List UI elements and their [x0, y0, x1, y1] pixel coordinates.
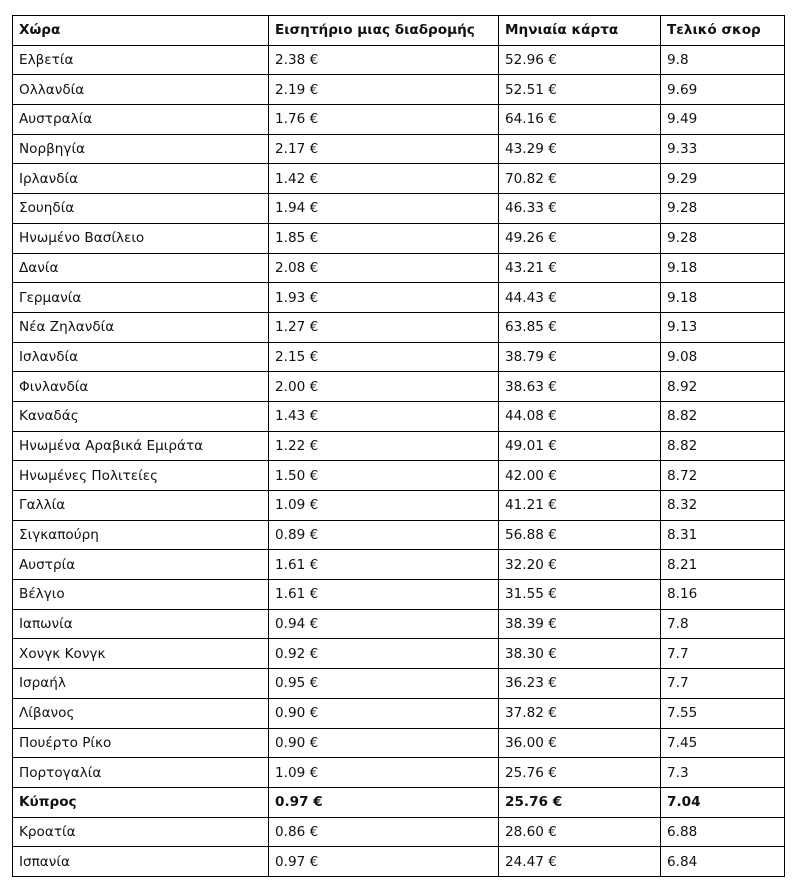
cell-final-score: 7.7: [661, 639, 785, 669]
cell-monthly-pass: 44.08 €: [499, 401, 661, 431]
cell-country: Δανία: [13, 253, 269, 283]
cell-single-ticket: 1.76 €: [269, 105, 499, 135]
table-row: [13, 164, 785, 194]
cell-monthly-pass: 24.47 €: [499, 847, 661, 877]
cell-single-ticket: 1.09 €: [269, 758, 499, 788]
cell-country: Λίβανος: [13, 698, 269, 728]
table-row: [13, 342, 785, 372]
cell-country: Ισραήλ: [13, 669, 269, 699]
cell-country: Ισλανδία: [13, 342, 269, 372]
cell-final-score: 9.29: [661, 164, 785, 194]
cell-final-score: 7.8: [661, 609, 785, 639]
header-single-ticket: Εισητήριο μιας διαδρομής: [269, 16, 499, 46]
transport-cost-table: [12, 15, 785, 877]
cell-final-score: 7.45: [661, 728, 785, 758]
table-row: [13, 520, 785, 550]
cell-final-score: 9.08: [661, 342, 785, 372]
cell-single-ticket: 1.22 €: [269, 431, 499, 461]
cell-final-score: 9.18: [661, 253, 785, 283]
table-row: [13, 401, 785, 431]
header-final-score: Τελικό σκορ: [661, 16, 785, 46]
header-monthly-pass: Μηνιαία κάρτα: [499, 16, 661, 46]
cell-country: Σιγκαπούρη: [13, 520, 269, 550]
cell-country: Ισπανία: [13, 847, 269, 877]
cell-monthly-pass: 38.39 €: [499, 609, 661, 639]
cell-single-ticket: 1.94 €: [269, 194, 499, 224]
cell-single-ticket: 0.94 €: [269, 609, 499, 639]
cell-monthly-pass: 63.85 €: [499, 312, 661, 342]
cell-final-score: 8.92: [661, 372, 785, 402]
cell-single-ticket: 1.42 €: [269, 164, 499, 194]
table-row: [13, 253, 785, 283]
table-row: [13, 758, 785, 788]
table-row: [13, 134, 785, 164]
table-row: [13, 639, 785, 669]
cell-country: Ολλανδία: [13, 75, 269, 105]
cell-monthly-pass: 28.60 €: [499, 817, 661, 847]
cell-monthly-pass: 38.79 €: [499, 342, 661, 372]
table-row: [13, 194, 785, 224]
header-country: Χώρα: [13, 16, 269, 46]
cell-country: Χονγκ Κονγκ: [13, 639, 269, 669]
cell-country: Φινλανδία: [13, 372, 269, 402]
cell-single-ticket: 1.09 €: [269, 491, 499, 521]
cell-monthly-pass: 41.21 €: [499, 491, 661, 521]
header-row: [13, 16, 785, 46]
cell-final-score: 7.55: [661, 698, 785, 728]
cell-single-ticket: 0.90 €: [269, 698, 499, 728]
table-row: [13, 550, 785, 580]
table-row: [13, 312, 785, 342]
table-row: [13, 669, 785, 699]
table-body: [13, 45, 785, 876]
table-row: [13, 787, 785, 817]
cell-country: Νορβηγία: [13, 134, 269, 164]
cell-country: Πορτογαλία: [13, 758, 269, 788]
cell-monthly-pass: 43.29 €: [499, 134, 661, 164]
cell-monthly-pass: 44.43 €: [499, 283, 661, 313]
table-row: [13, 431, 785, 461]
cell-final-score: 8.82: [661, 431, 785, 461]
table-row: [13, 223, 785, 253]
cell-single-ticket: 1.93 €: [269, 283, 499, 313]
table-row: [13, 105, 785, 135]
table-row: [13, 45, 785, 75]
cell-final-score: 9.69: [661, 75, 785, 105]
cell-monthly-pass: 25.76 €: [499, 758, 661, 788]
cell-final-score: 9.28: [661, 194, 785, 224]
cell-single-ticket: 2.15 €: [269, 342, 499, 372]
cell-single-ticket: 0.90 €: [269, 728, 499, 758]
cell-final-score: 8.21: [661, 550, 785, 580]
cell-monthly-pass: 31.55 €: [499, 580, 661, 610]
cell-final-score: 7.7: [661, 669, 785, 699]
cell-single-ticket: 2.19 €: [269, 75, 499, 105]
cell-single-ticket: 1.43 €: [269, 401, 499, 431]
cell-monthly-pass: 25.76 €: [499, 787, 661, 817]
cell-final-score: 8.31: [661, 520, 785, 550]
table-header: [13, 16, 785, 46]
cell-country: Ηνωμένα Αραβικά Εμιράτα: [13, 431, 269, 461]
cell-country: Αυστρία: [13, 550, 269, 580]
cell-monthly-pass: 64.16 €: [499, 105, 661, 135]
table-row: [13, 283, 785, 313]
table-row: [13, 728, 785, 758]
cell-final-score: 9.13: [661, 312, 785, 342]
cell-single-ticket: 1.50 €: [269, 461, 499, 491]
cell-final-score: 6.88: [661, 817, 785, 847]
cell-monthly-pass: 36.23 €: [499, 669, 661, 699]
cell-country: Κύπρος: [13, 787, 269, 817]
cell-country: Νέα Ζηλανδία: [13, 312, 269, 342]
cell-final-score: 9.49: [661, 105, 785, 135]
table-row: [13, 75, 785, 105]
cell-final-score: 9.18: [661, 283, 785, 313]
cell-country: Πουέρτο Ρίκο: [13, 728, 269, 758]
cell-final-score: 9.28: [661, 223, 785, 253]
cell-single-ticket: 2.08 €: [269, 253, 499, 283]
cell-single-ticket: 1.85 €: [269, 223, 499, 253]
cell-final-score: 9.8: [661, 45, 785, 75]
cell-single-ticket: 2.17 €: [269, 134, 499, 164]
cell-monthly-pass: 49.01 €: [499, 431, 661, 461]
cell-single-ticket: 1.27 €: [269, 312, 499, 342]
cell-single-ticket: 0.97 €: [269, 787, 499, 817]
cell-country: Κροατία: [13, 817, 269, 847]
cell-final-score: 8.32: [661, 491, 785, 521]
cell-final-score: 7.04: [661, 787, 785, 817]
cell-country: Ελβετία: [13, 45, 269, 75]
cell-monthly-pass: 42.00 €: [499, 461, 661, 491]
cell-country: Γαλλία: [13, 491, 269, 521]
table-row: [13, 580, 785, 610]
cell-monthly-pass: 49.26 €: [499, 223, 661, 253]
table-row: [13, 817, 785, 847]
cell-monthly-pass: 70.82 €: [499, 164, 661, 194]
cell-country: Ιαπωνία: [13, 609, 269, 639]
cell-country: Ηνωμένο Βασίλειο: [13, 223, 269, 253]
table-row: [13, 847, 785, 877]
cell-monthly-pass: 38.63 €: [499, 372, 661, 402]
cell-single-ticket: 1.61 €: [269, 580, 499, 610]
cell-single-ticket: 0.92 €: [269, 639, 499, 669]
cell-final-score: 9.33: [661, 134, 785, 164]
cell-monthly-pass: 56.88 €: [499, 520, 661, 550]
cell-country: Καναδάς: [13, 401, 269, 431]
cell-country: Ιρλανδία: [13, 164, 269, 194]
cell-monthly-pass: 52.96 €: [499, 45, 661, 75]
cell-single-ticket: 0.95 €: [269, 669, 499, 699]
table-row: [13, 461, 785, 491]
table-row: [13, 372, 785, 402]
cell-monthly-pass: 38.30 €: [499, 639, 661, 669]
cell-monthly-pass: 52.51 €: [499, 75, 661, 105]
cell-single-ticket: 2.00 €: [269, 372, 499, 402]
cell-monthly-pass: 46.33 €: [499, 194, 661, 224]
cell-final-score: 7.3: [661, 758, 785, 788]
cell-country: Αυστραλία: [13, 105, 269, 135]
cell-single-ticket: 0.97 €: [269, 847, 499, 877]
cell-single-ticket: 2.38 €: [269, 45, 499, 75]
cell-monthly-pass: 43.21 €: [499, 253, 661, 283]
cell-single-ticket: 0.89 €: [269, 520, 499, 550]
cell-final-score: 8.82: [661, 401, 785, 431]
table-row: [13, 491, 785, 521]
cell-monthly-pass: 32.20 €: [499, 550, 661, 580]
cell-monthly-pass: 36.00 €: [499, 728, 661, 758]
cell-final-score: 8.72: [661, 461, 785, 491]
document-page: [12, 15, 785, 877]
cell-country: Βέλγιο: [13, 580, 269, 610]
table-row: [13, 698, 785, 728]
cell-final-score: 8.16: [661, 580, 785, 610]
cell-final-score: 6.84: [661, 847, 785, 877]
cell-single-ticket: 0.86 €: [269, 817, 499, 847]
cell-single-ticket: 1.61 €: [269, 550, 499, 580]
cell-monthly-pass: 37.82 €: [499, 698, 661, 728]
cell-country: Γερμανία: [13, 283, 269, 313]
cell-country: Ηνωμένες Πολιτείες: [13, 461, 269, 491]
cell-country: Σουηδία: [13, 194, 269, 224]
table-row: [13, 609, 785, 639]
